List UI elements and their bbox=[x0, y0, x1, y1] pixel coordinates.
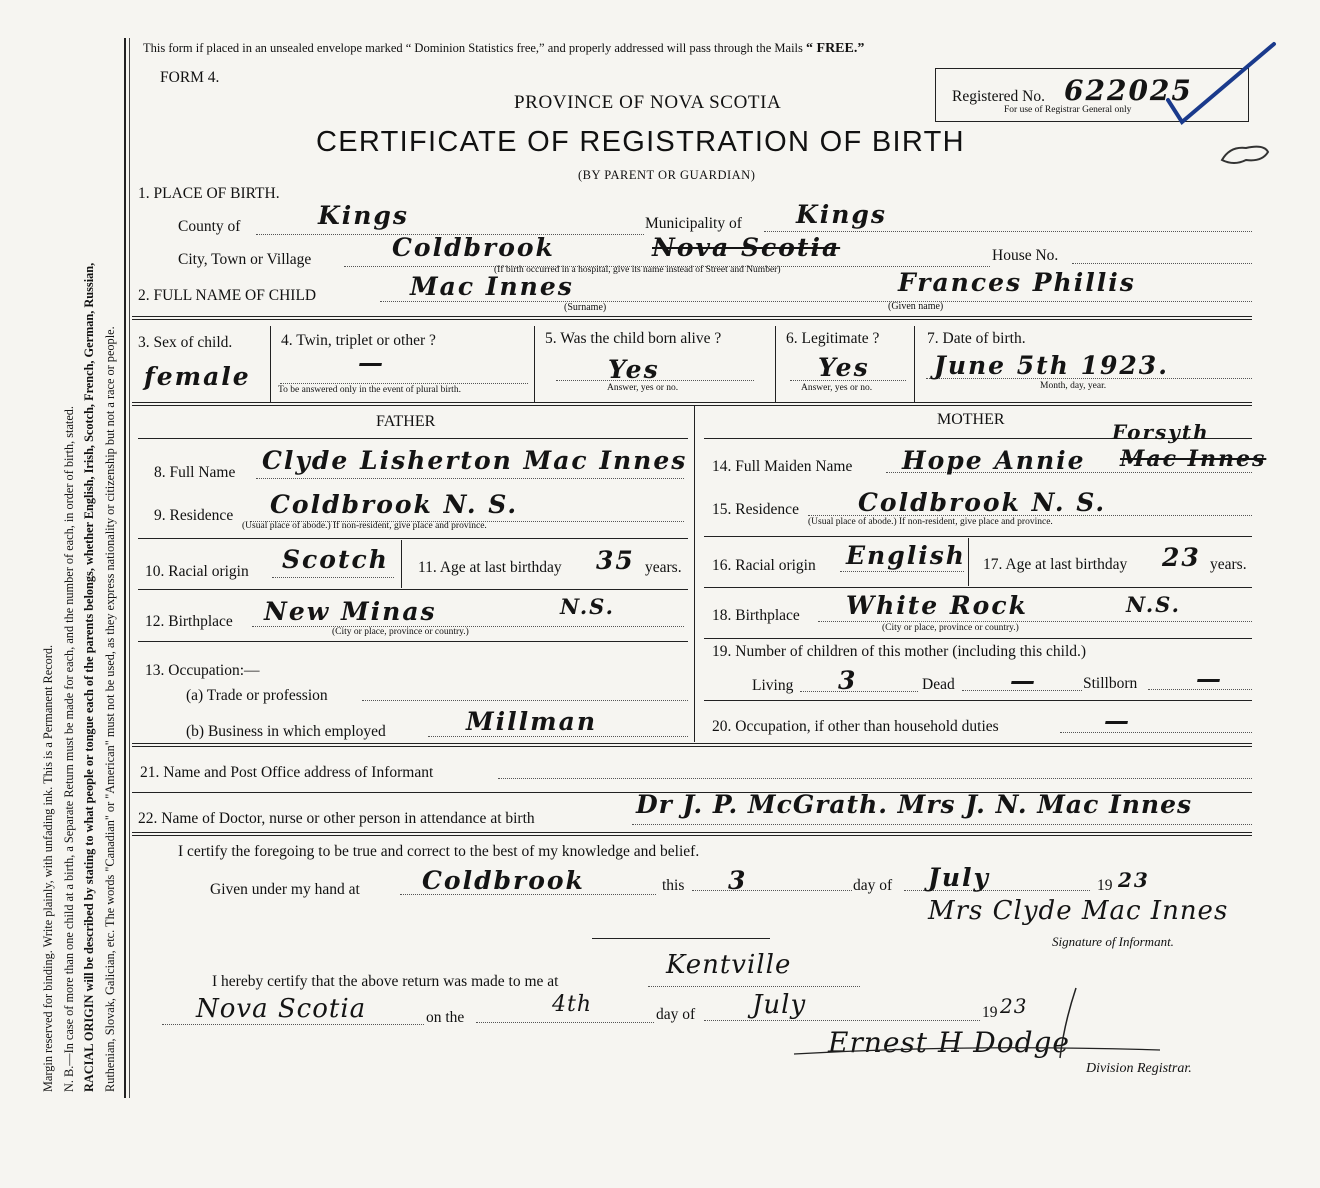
trade-line bbox=[362, 700, 688, 701]
margin-line-3: RACIAL ORIGIN will be described by stating to what people or tongue each of the parents belongs, whether English, Irish, Scotch, French, German, Russian, bbox=[82, 262, 96, 1092]
living-value: 3 bbox=[838, 666, 858, 695]
mother-birthplace-province: N.S. bbox=[1126, 592, 1181, 617]
hospital-note: (If birth occurred in a hospital, give its name instead of Street and Number) bbox=[494, 265, 781, 275]
father-rule-3 bbox=[138, 641, 688, 642]
given-year-prefix: 19 bbox=[1097, 877, 1113, 894]
county-value: Kings bbox=[318, 201, 409, 230]
father-age-years: years. bbox=[645, 559, 682, 576]
house-number-line bbox=[1072, 263, 1252, 264]
given-year-suffix: 23 bbox=[1118, 868, 1150, 892]
informant-signature-caption: Signature of Informant. bbox=[1052, 934, 1174, 949]
father-race-line bbox=[272, 577, 394, 578]
municipality-label: Municipality of bbox=[645, 215, 742, 232]
father-heading: FATHER bbox=[376, 413, 436, 430]
mother-race-line bbox=[840, 571, 964, 572]
legitimate-label: 6. Legitimate ? bbox=[786, 330, 880, 347]
stillborn-label: Stillborn bbox=[1083, 675, 1138, 692]
registrar-place2-value: Nova Scotia bbox=[196, 994, 367, 1024]
place-of-birth-label: 1. PLACE OF BIRTH. bbox=[138, 185, 280, 202]
registrar-use-note: For use of Registrar General only bbox=[1004, 105, 1132, 115]
stillborn-value: — bbox=[1196, 664, 1223, 693]
legitimate-value: Yes bbox=[818, 353, 870, 382]
sex-value: female bbox=[144, 362, 251, 391]
child-name-label: 2. FULL NAME OF CHILD bbox=[138, 287, 317, 304]
mother-birthplace-caption: (City or place, province or country.) bbox=[882, 623, 1019, 633]
city-struck-value: Nova Scotia bbox=[652, 233, 841, 262]
mother-race-label: 16. Racial origin bbox=[712, 557, 816, 574]
business-label: (b) Business in which employed bbox=[186, 723, 386, 740]
certification-separator bbox=[592, 938, 770, 939]
rule-after-doctor bbox=[132, 832, 1252, 836]
father-name-line bbox=[256, 478, 684, 479]
alive-caption: Answer, yes or no. bbox=[607, 383, 679, 393]
mother-residence-caption: (Usual place of abode.) If non-resident, give place and province. bbox=[808, 517, 1053, 527]
father-age-label: 11. Age at last birthday bbox=[418, 559, 562, 576]
given-place-value: Coldbrook bbox=[422, 866, 585, 895]
father-rule-1 bbox=[138, 538, 688, 539]
registrar-year-suffix: 23 bbox=[1000, 994, 1028, 1018]
given-this-label: this bbox=[662, 877, 685, 894]
twin-value: — bbox=[358, 348, 385, 377]
mother-heading: MOTHER bbox=[937, 411, 1005, 428]
dead-label: Dead bbox=[922, 676, 955, 693]
child-surname: Mac Innes bbox=[410, 272, 574, 301]
given-day-value: 3 bbox=[728, 866, 748, 895]
county-label: County of bbox=[178, 218, 241, 235]
father-residence-label: 9. Residence bbox=[154, 507, 234, 524]
binding-rule bbox=[124, 38, 126, 1098]
mother-rule-3 bbox=[704, 638, 1252, 639]
house-number-label: House No. bbox=[992, 247, 1059, 264]
father-race-label: 10. Racial origin bbox=[145, 563, 249, 580]
registrar-place-value: Kentville bbox=[666, 950, 792, 980]
divider-6-7 bbox=[914, 326, 915, 402]
children-count-label: 19. Number of children of this mother (including this child.) bbox=[712, 643, 1087, 660]
living-label: Living bbox=[752, 677, 794, 694]
alive-value: Yes bbox=[608, 355, 660, 384]
mother-age-label: 17. Age at last birthday bbox=[983, 556, 1128, 573]
dob-caption: Month, day, year. bbox=[1040, 381, 1107, 391]
registrar-signature-flourish bbox=[790, 984, 1220, 1064]
given-day-line bbox=[692, 890, 852, 891]
province-heading: PROVINCE OF NOVA SCOTIA bbox=[514, 92, 782, 113]
mother-name-inserted: Forsyth bbox=[1112, 420, 1210, 444]
registrar-month-value: July bbox=[752, 990, 807, 1020]
rule-after-parents bbox=[132, 743, 1252, 747]
mother-race-value: English bbox=[846, 541, 966, 570]
registry-checkmark bbox=[1160, 40, 1280, 130]
registrar-statement: I hereby certify that the above return was made to me at bbox=[212, 973, 559, 990]
mother-occupation-value: — bbox=[1104, 706, 1131, 735]
mother-birthplace-label: 18. Birthplace bbox=[712, 607, 800, 624]
certificate-title: CERTIFICATE OF REGISTRATION OF BIRTH bbox=[316, 126, 965, 158]
alive-label: 5. Was the child born alive ? bbox=[545, 330, 722, 347]
divider-5-6 bbox=[775, 326, 776, 402]
father-name-label: 8. Full Name bbox=[154, 464, 236, 481]
given-dayof-label: day of bbox=[853, 877, 893, 894]
father-birthplace-province: N.S. bbox=[560, 594, 615, 619]
dob-label: 7. Date of birth. bbox=[927, 330, 1026, 347]
registered-number: 622025 bbox=[1064, 74, 1193, 107]
registrar-dayof-label: day of bbox=[656, 1006, 696, 1023]
doctor-label: 22. Name of Doctor, nurse or other person in attendance at birth bbox=[138, 810, 535, 827]
father-name-value: Clyde Lisherton Mac Innes bbox=[262, 446, 688, 475]
father-rule-2 bbox=[138, 589, 688, 590]
form-number: FORM 4. bbox=[160, 69, 220, 86]
given-month-value: July bbox=[928, 863, 991, 892]
doctor-value: Dr J. P. McGrath. Mrs J. N. Mac Innes bbox=[636, 790, 1193, 819]
registrar-year-prefix: 19 bbox=[982, 1004, 998, 1021]
mother-rule-1 bbox=[704, 536, 1252, 537]
father-residence-value: Coldbrook N. S. bbox=[270, 490, 519, 519]
business-line bbox=[428, 736, 688, 737]
margin-line-2: N. B.—In case of more than one child at a birth, a Separate Return must be made for each, and the number of each, in order of birth, stated. bbox=[61, 406, 76, 1092]
mother-age-value: 23 bbox=[1162, 543, 1201, 572]
postal-note-free: “ FREE.” bbox=[806, 41, 865, 56]
mother-race-divider bbox=[968, 538, 969, 586]
parents-divider bbox=[694, 406, 695, 742]
doctor-line bbox=[632, 824, 1252, 825]
mother-birthplace-value: White Rock bbox=[846, 591, 1028, 620]
sex-label: 3. Sex of child. bbox=[138, 334, 233, 351]
father-race-value: Scotch bbox=[282, 545, 389, 574]
given-name-caption: (Given name) bbox=[888, 301, 944, 312]
margin-line-1: Margin reserved for binding. Write plainly, with unfading ink. This is a Permanent Record. bbox=[41, 644, 55, 1092]
margin-line-4: Ruthenian, Slovak, Galician, etc. The words "Canadian" or "American" must not be used, as they express nationality or citizenship but not a race or people. bbox=[102, 326, 117, 1092]
twin-line bbox=[280, 383, 528, 384]
mother-name-value: Hope Annie bbox=[902, 446, 1086, 475]
business-value: Millman bbox=[466, 707, 597, 736]
child-given-name: Frances Phillis bbox=[898, 268, 1136, 297]
father-age-value: 35 bbox=[596, 546, 635, 575]
father-birthplace-value: New Minas bbox=[264, 597, 437, 626]
mother-residence-value: Coldbrook N. S. bbox=[858, 488, 1107, 517]
checkmark-icon bbox=[1168, 44, 1274, 122]
dead-value: — bbox=[1010, 666, 1037, 695]
ink-blot bbox=[1216, 140, 1276, 170]
father-residence-caption: (Usual place of abode.) If non-resident, give place and province. bbox=[242, 521, 487, 531]
binding-rule-inner bbox=[129, 38, 130, 1098]
mother-age-years: years. bbox=[1210, 556, 1247, 573]
father-race-divider bbox=[401, 540, 402, 588]
legitimate-caption: Answer, yes or no. bbox=[801, 383, 873, 393]
living-line bbox=[800, 691, 918, 692]
mother-occupation-line bbox=[1060, 732, 1252, 733]
informant-label: 21. Name and Post Office address of Informant bbox=[140, 764, 434, 781]
registrar-place2-line bbox=[162, 1024, 424, 1025]
mother-occupation-label: 20. Occupation, if other than household duties bbox=[712, 718, 999, 735]
surname-caption: (Surname) bbox=[564, 302, 607, 313]
given-under-label: Given under my hand at bbox=[210, 881, 360, 898]
twin-note: To be answered only in the event of plural birth. bbox=[278, 385, 461, 395]
mother-rule-4 bbox=[704, 700, 1252, 701]
municipality-line bbox=[764, 231, 1252, 232]
registrar-on-the-label: on the bbox=[426, 1009, 465, 1026]
father-occupation-label: 13. Occupation:— bbox=[145, 662, 260, 679]
informant-line bbox=[498, 778, 1252, 779]
registrar-day-line bbox=[476, 1022, 654, 1023]
father-birthplace-label: 12. Birthplace bbox=[145, 613, 233, 630]
postal-note-text: This form if placed in an unsealed envelope marked “ Dominion Statistics free,” and properly addressed will pass through the Mails bbox=[143, 41, 807, 55]
registered-label: Registered No. bbox=[952, 88, 1045, 105]
certificate-subtitle: (BY PARENT OR GUARDIAN) bbox=[578, 168, 756, 182]
city-label: City, Town or Village bbox=[178, 251, 312, 268]
mother-rule-2 bbox=[704, 587, 1252, 588]
divider-4-5 bbox=[534, 326, 535, 402]
postal-note bbox=[143, 41, 864, 57]
mother-name-struck: Mac Innes bbox=[1120, 446, 1267, 472]
twin-label: 4. Twin, triplet or other ? bbox=[281, 332, 436, 349]
divider-3-4 bbox=[270, 326, 271, 402]
municipality-value: Kings bbox=[796, 200, 887, 229]
father-birthplace-caption: (City or place, province or country.) bbox=[332, 627, 469, 637]
rule-after-row3 bbox=[132, 402, 1252, 406]
child-name-line bbox=[380, 301, 1252, 302]
trade-label: (a) Trade or profession bbox=[186, 687, 328, 704]
division-registrar-caption: Division Registrar. bbox=[1086, 1061, 1192, 1076]
informant-signature: Mrs Clyde Mac Innes bbox=[928, 896, 1229, 926]
certify-statement: I certify the foregoing to be true and correct to the best of my knowledge and belief. bbox=[178, 843, 700, 860]
mother-residence-label: 15. Residence bbox=[712, 501, 799, 518]
city-value: Coldbrook bbox=[392, 233, 555, 262]
registrar-signature: Ernest H Dodge bbox=[828, 1026, 1070, 1059]
mother-name-label: 14. Full Maiden Name bbox=[712, 458, 853, 475]
registrar-day-value: 4th bbox=[552, 992, 593, 1017]
father-heading-rule bbox=[138, 438, 688, 439]
rule-after-child bbox=[132, 316, 1252, 320]
dob-value: June 5th 1923. bbox=[934, 351, 1169, 380]
mother-birthplace-line bbox=[818, 621, 1252, 622]
